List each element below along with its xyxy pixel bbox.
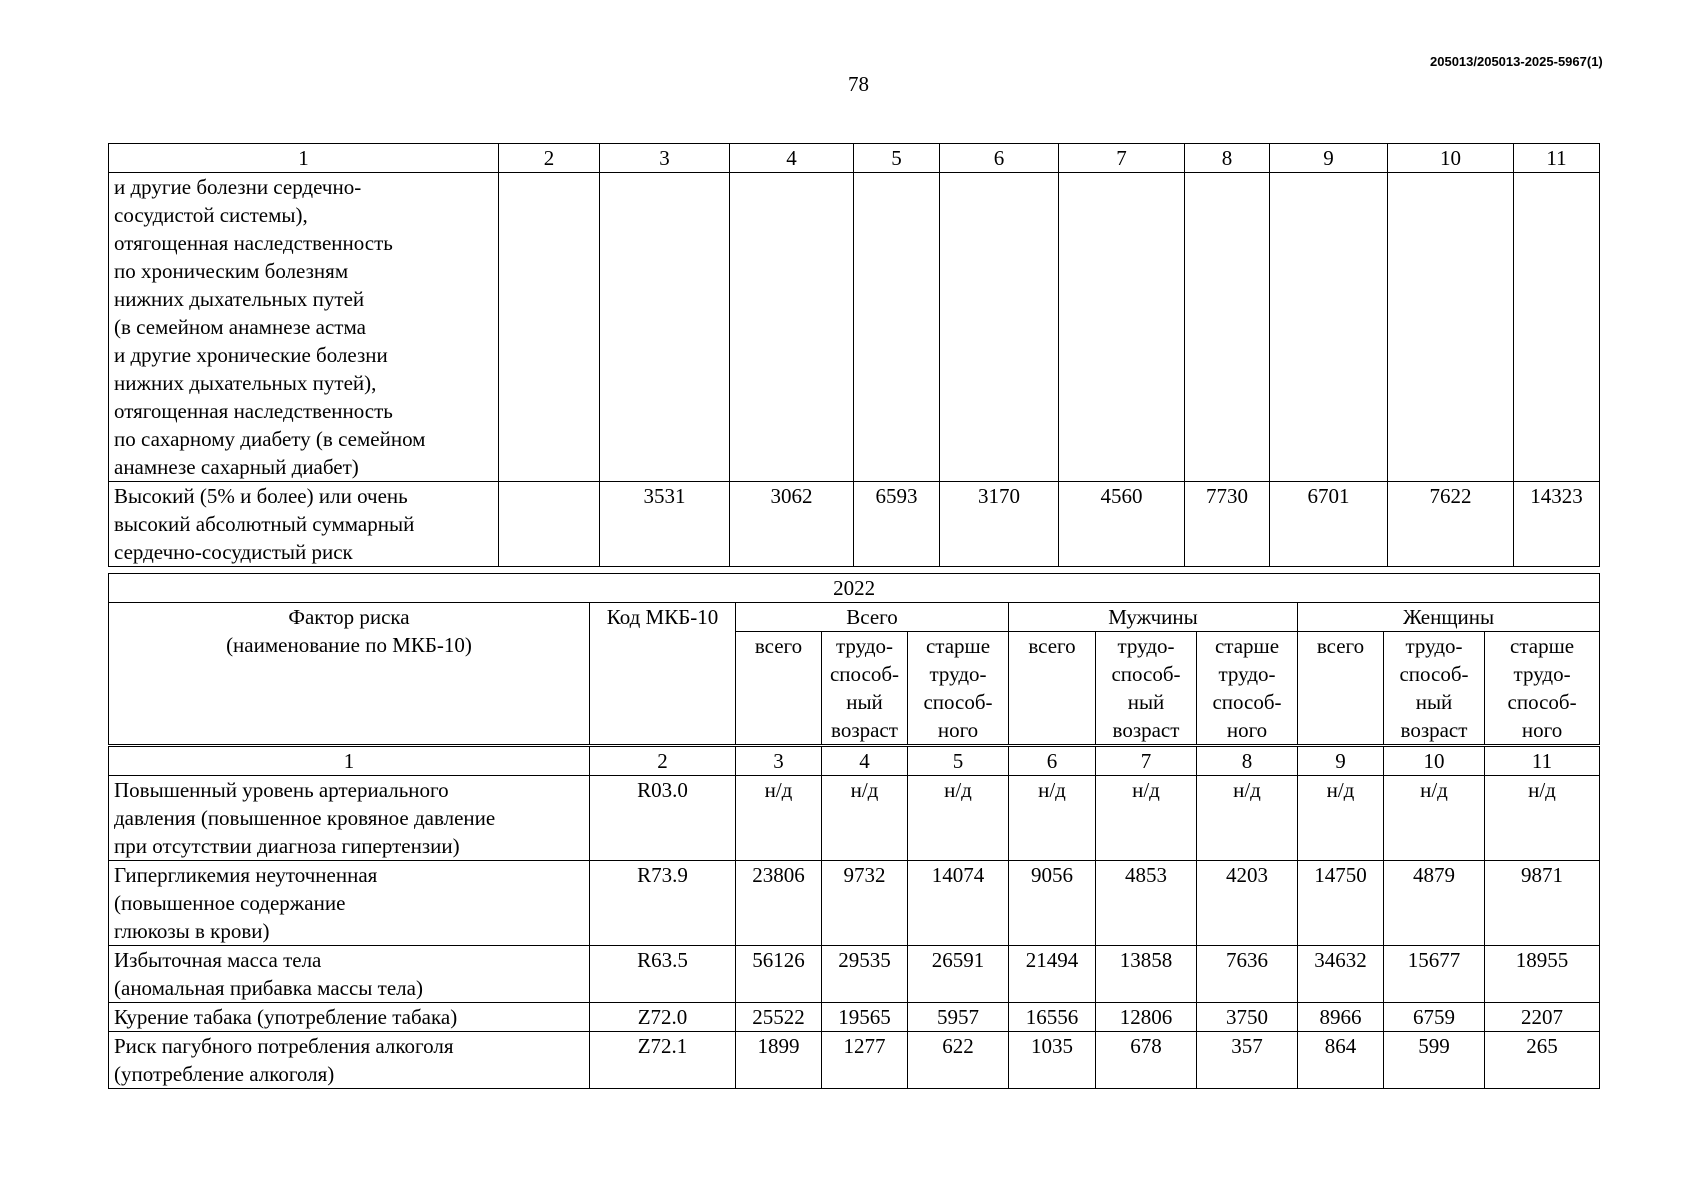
sub-header-working-age: трудо- способ- ный возраст xyxy=(822,632,908,745)
value-cell: 34632 xyxy=(1298,946,1384,1003)
sub-header-working-age: трудо- способ- ный возраст xyxy=(1096,632,1197,745)
value-cell: 5957 xyxy=(908,1003,1009,1032)
col-number: 4 xyxy=(822,747,908,776)
value-cell: 3170 xyxy=(940,482,1059,567)
value-cell: 1035 xyxy=(1009,1032,1096,1089)
col-number: 4 xyxy=(730,144,854,173)
value-cell: 622 xyxy=(908,1032,1009,1089)
risk-factor-name: Курение табака (употребление табака) xyxy=(109,1003,590,1032)
table-row xyxy=(109,1032,1600,1089)
group-men-header: Мужчины xyxy=(1009,603,1298,632)
col-number: 2 xyxy=(499,144,600,173)
table-row xyxy=(109,861,1600,946)
col-number: 1 xyxy=(109,747,590,776)
value-cell: 4203 xyxy=(1197,861,1298,946)
value-cell: 4560 xyxy=(1059,482,1185,567)
value-cell: 13858 xyxy=(1096,946,1197,1003)
value-cell: н/д xyxy=(1384,776,1485,861)
value-cell: 357 xyxy=(1197,1032,1298,1089)
value-cell: 25522 xyxy=(736,1003,822,1032)
col-number: 7 xyxy=(1059,144,1185,173)
icd-code xyxy=(499,482,600,567)
sub-header-working-age: трудо- способ- ный возраст xyxy=(1384,632,1485,745)
value-cell: 599 xyxy=(1384,1032,1485,1089)
risk-factors-2022-table xyxy=(108,746,1600,1089)
value-cell: 16556 xyxy=(1009,1003,1096,1032)
value-cell: 18955 xyxy=(1485,946,1600,1003)
icd-code: Z72.0 xyxy=(590,1003,736,1032)
value-cell: 6701 xyxy=(1270,482,1388,567)
sub-header-above-working-age: старше трудо- способ- ного xyxy=(908,632,1009,745)
risk-factor-name: Высокий (5% и более) или очень высокий абсолютный суммарный сердечно-сосудистый риск xyxy=(109,482,499,567)
value-cell: 1899 xyxy=(736,1032,822,1089)
value-cell: 9056 xyxy=(1009,861,1096,946)
column-number-row xyxy=(109,144,1600,173)
value-cell: 8966 xyxy=(1298,1003,1384,1032)
value-cell: н/д xyxy=(736,776,822,861)
col-number: 3 xyxy=(600,144,730,173)
col-number: 6 xyxy=(1009,747,1096,776)
value-cell: 3750 xyxy=(1197,1003,1298,1032)
col-number: 10 xyxy=(1384,747,1485,776)
value-cell: 12806 xyxy=(1096,1003,1197,1032)
value-cell: 7730 xyxy=(1185,482,1270,567)
column-number-row xyxy=(109,747,1600,776)
sub-header-all: всего xyxy=(1298,632,1384,745)
value-cell: н/д xyxy=(1197,776,1298,861)
code-header: Код МКБ-10 xyxy=(590,603,736,745)
icd-code: Z72.1 xyxy=(590,1032,736,1089)
group-total-header: Всего xyxy=(736,603,1009,632)
value-cell: 2207 xyxy=(1485,1003,1600,1032)
col-number: 10 xyxy=(1388,144,1514,173)
col-number: 11 xyxy=(1514,144,1600,173)
high-risk-row xyxy=(109,482,1600,567)
value-cell: 19565 xyxy=(822,1003,908,1032)
value-cell: 864 xyxy=(1298,1032,1384,1089)
sub-header-above-working-age: старше трудо- способ- ного xyxy=(1197,632,1298,745)
value-cell: 678 xyxy=(1096,1032,1197,1089)
value-cell: н/д xyxy=(908,776,1009,861)
sub-header-above-working-age: старше трудо- способ- ного xyxy=(1485,632,1600,745)
value-cell: 3062 xyxy=(730,482,854,567)
col-number: 9 xyxy=(1298,747,1384,776)
table-row xyxy=(109,946,1600,1003)
year-row xyxy=(109,574,1600,603)
year-label: 2022 xyxy=(109,574,1600,603)
table-row xyxy=(109,1003,1600,1032)
icd-code: R73.9 xyxy=(590,861,736,946)
value-cell: н/д xyxy=(1298,776,1384,861)
value-cell: 14074 xyxy=(908,861,1009,946)
risk-factor-name: Гипергликемия неуточненная (повышенное содержание глюкозы в крови) xyxy=(109,861,590,946)
value-cell: 7622 xyxy=(1388,482,1514,567)
col-number: 5 xyxy=(854,144,940,173)
continuation-table xyxy=(108,143,1600,567)
value-cell: 9871 xyxy=(1485,861,1600,946)
continued-factor-text: и другие болезни сердечно- сосудистой системы), отягощенная наследственность по хроническим болезням нижних дыхательных путей (в семейном анамнезе астма и другие хронические болезни нижних дыхательных путей), отягощенная наследственность по сахарному диабету (в семейном анамнезе сахарный диабет) xyxy=(109,173,499,482)
risk-factor-name: Повышенный уровень артериального давления (повышенное кровяное давление при отсутствии диагноза гипертензии) xyxy=(109,776,590,861)
col-number: 3 xyxy=(736,747,822,776)
value-cell: н/д xyxy=(1009,776,1096,861)
value-cell: 21494 xyxy=(1009,946,1096,1003)
value-cell: н/д xyxy=(822,776,908,861)
value-cell: 29535 xyxy=(822,946,908,1003)
col-number: 5 xyxy=(908,747,1009,776)
sub-header-all: всего xyxy=(736,632,822,745)
value-cell: 4879 xyxy=(1384,861,1485,946)
factor-header: Фактор риска (наименование по МКБ-10) xyxy=(109,603,590,745)
group-women-header: Женщины xyxy=(1298,603,1600,632)
risk-factor-name: Избыточная масса тела (аномальная прибавка массы тела) xyxy=(109,946,590,1003)
value-cell: 23806 xyxy=(736,861,822,946)
table-row xyxy=(109,776,1600,861)
icd-code: R03.0 xyxy=(590,776,736,861)
col-number: 2 xyxy=(590,747,736,776)
value-cell: 265 xyxy=(1485,1032,1600,1089)
col-number: 11 xyxy=(1485,747,1600,776)
value-cell: 4853 xyxy=(1096,861,1197,946)
value-cell: 3531 xyxy=(600,482,730,567)
value-cell: 15677 xyxy=(1384,946,1485,1003)
value-cell: 6759 xyxy=(1384,1003,1485,1032)
value-cell: н/д xyxy=(1096,776,1197,861)
col-number: 6 xyxy=(940,144,1059,173)
page-number: 78 xyxy=(848,72,869,96)
risk-factor-name: Риск пагубного потребления алкоголя (употребление алкоголя) xyxy=(109,1032,590,1089)
value-cell: 14323 xyxy=(1514,482,1600,567)
col-number: 7 xyxy=(1096,747,1197,776)
value-cell: 6593 xyxy=(854,482,940,567)
value-cell: 14750 xyxy=(1298,861,1384,946)
continued-row xyxy=(109,173,1600,482)
value-cell: 9732 xyxy=(822,861,908,946)
sub-header-all: всего xyxy=(1009,632,1096,745)
document-number: 205013/205013-2025-5967(1) xyxy=(1430,54,1603,69)
group-header-row xyxy=(109,603,1600,632)
icd-code: R63.5 xyxy=(590,946,736,1003)
value-cell: 1277 xyxy=(822,1032,908,1089)
value-cell: 56126 xyxy=(736,946,822,1003)
col-number: 1 xyxy=(109,144,499,173)
col-number: 8 xyxy=(1197,747,1298,776)
col-number: 8 xyxy=(1185,144,1270,173)
value-cell: 26591 xyxy=(908,946,1009,1003)
value-cell: н/д xyxy=(1485,776,1600,861)
value-cell: 7636 xyxy=(1197,946,1298,1003)
col-number: 9 xyxy=(1270,144,1388,173)
year-header-table xyxy=(108,573,1600,745)
